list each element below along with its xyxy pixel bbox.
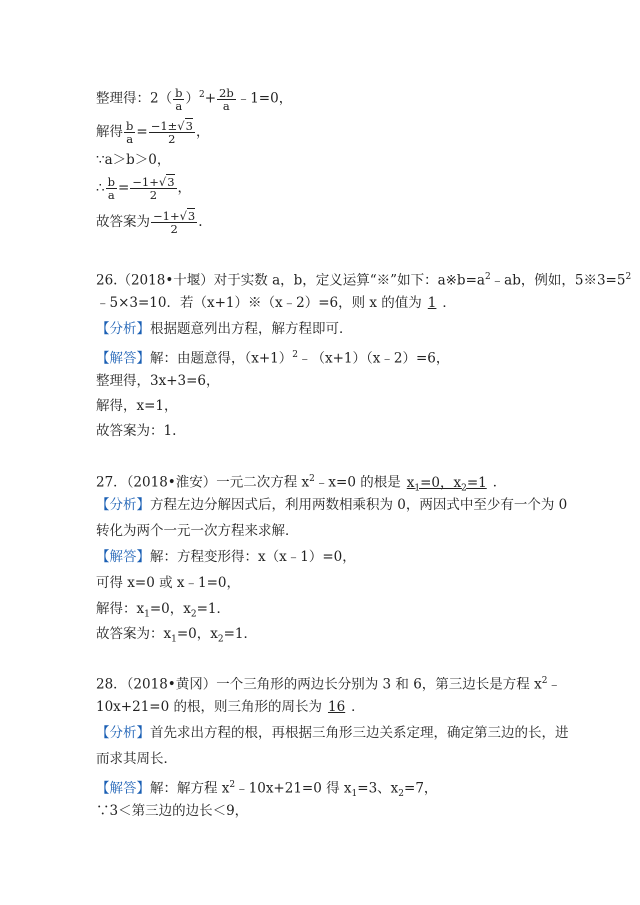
q26-line-1 [96,268,631,290]
text: =1． [196,601,231,617]
text: = [136,124,148,140]
text: ． [442,295,456,311]
text: 解：解方程 x [150,780,230,797]
q27-line-1 [96,470,506,497]
text: 根据题意列出方程，解方程即可． [150,321,353,337]
q28-analysis-1 [96,724,569,742]
text: 解得：x [96,601,145,617]
answer-blank: 1 [427,295,437,311]
denominator: 2 [149,188,158,202]
fraction [217,87,236,112]
solution-tag: 【解答】 [96,549,150,565]
answer-blank: 16 [327,699,346,715]
prev-line-2 [96,120,209,145]
q27-step-4 [96,625,257,649]
exponent: 2 [198,90,205,100]
q26-analysis [96,320,353,338]
text: ﹣x=0 的根是 [314,474,401,491]
text: ． [351,699,365,715]
text: =0，x [420,474,462,491]
q26-step-2: 整理得，3x+3=6， [96,373,220,389]
fraction [151,210,197,235]
prev-line-5 [96,210,203,235]
text: =0，x [149,601,191,617]
q26-line-2 [96,294,456,312]
radicand: 3 [185,119,193,133]
text: ﹣5×3=10．若（x+1）※（x﹣2）=6，则 x 的值为 [96,295,422,311]
text: =3、x [357,780,399,797]
numerator: b [107,175,115,189]
text: 故答案为：x [96,626,172,642]
text: 解：方程变形得：x（x﹣1）=0， [150,549,356,565]
analysis-tag: 【分析】 [96,725,150,741]
q28-line-2 [96,698,365,716]
text: + [204,90,217,107]
q28-line-1 [96,672,561,694]
numerator: −1+√3 [132,175,175,189]
denominator: 2 [170,222,178,236]
text: −1+ [132,175,159,189]
q27-analysis-2: 转化为两个一元一次方程来求解． [96,523,299,539]
subscript: 1 [144,609,150,620]
numerator: 2b [219,85,234,100]
text: 28．（2018•黄冈）一个三角形的两边长分别为 3 和 6，第三边长是方程 x [96,676,542,693]
denominator: a [222,98,230,113]
fraction [106,176,117,201]
denominator: a [175,98,183,113]
text: −1+ [153,209,180,223]
numerator: −1±√3 [150,119,193,133]
exponent: 2 [541,676,548,686]
radicand: 3 [187,209,196,223]
denominator: a [126,132,134,146]
text: ﹣（x+1）（x﹣2）=6， [298,350,450,367]
text: =0，x [176,626,218,642]
text: ） [185,90,199,107]
text: x [406,474,415,491]
text: 27．（2018•淮安）一元二次方程 x [96,474,310,491]
q28-analysis-2: 而求其周长． [96,751,177,767]
numerator: b [175,85,183,100]
text: ∴ [96,180,105,196]
solution-tag: 【解答】 [96,350,150,367]
exponent: 2 [292,350,298,360]
q26-step-4: 故答案为：1. [96,423,177,439]
subscript: 2 [190,609,197,620]
fraction [130,176,176,201]
prev-line-4 [96,176,191,201]
numerator: b [126,119,134,133]
denominator: a [107,188,115,202]
q27-step-3 [96,600,230,624]
exponent: 2 [229,780,236,790]
radicand: 3 [167,175,175,189]
text: 故答案为 [96,214,150,230]
subscript: 2 [217,634,224,645]
text: 26.（2018•十堰）对于实数 a，b，定义运算“※”如下：a※b=a [96,272,485,289]
q27-step-2: 可得 x=0 或 x﹣1=0， [96,575,240,591]
exponent: 2 [309,474,315,484]
text: 整理得：2（ [96,90,173,107]
text: 方程左边分解因式后，利用两数相乘积为 0，两因式中至少有一个为 0 [150,497,568,513]
text: ﹣1=0， [236,90,293,107]
exponent: 2 [484,272,491,282]
text: . [198,214,203,230]
subscript: 2 [461,483,467,494]
subscript: 2 [398,789,405,800]
text: −1± [150,119,178,133]
numerator: −1+√3 [153,209,196,223]
q26-step-3: 解得，x=1， [96,398,178,414]
subscript: 1 [351,789,358,800]
text: = [117,180,130,196]
q26-solution [96,346,449,368]
solution-tag: 【解答】 [96,780,150,797]
subscript: 1 [171,634,177,645]
q27-analysis-1 [96,496,567,514]
text: 解：由题意得，（x+1） [150,350,293,367]
exponent: 2 [625,272,632,282]
fraction [173,87,184,112]
text: =1 [466,474,487,491]
text: ， [195,124,210,140]
text: 解得 [96,124,123,140]
prev-line-1 [96,86,292,112]
fraction [124,120,135,145]
analysis-tag: 【分析】 [96,497,150,513]
analysis-tag: 【分析】 [96,321,150,337]
text: =7， [404,780,438,797]
q28-step-2: ∵3＜第三边的边长＜9， [96,803,249,819]
text: ． [492,474,507,491]
subscript: 1 [414,483,421,494]
q28-solution [96,776,437,803]
prev-line-3: ∵a＞b＞0， [96,152,171,168]
text: ﹣10x+21=0 得 x [235,780,352,797]
q27-solution [96,548,356,566]
denominator: 2 [168,132,176,146]
text: ， [177,180,192,196]
text: 首先求出方程的根，再根据三角形三边关系定理，确定第三边的长，进 [150,725,569,741]
fraction [149,120,195,145]
answer-blank [401,474,493,494]
text: 10x+21=0 的根，则三角形的周长为 [96,699,322,715]
text: ﹣ [547,676,561,693]
text: =1． [223,626,258,642]
text: ﹣ab，例如，5※3=5 [490,272,626,289]
